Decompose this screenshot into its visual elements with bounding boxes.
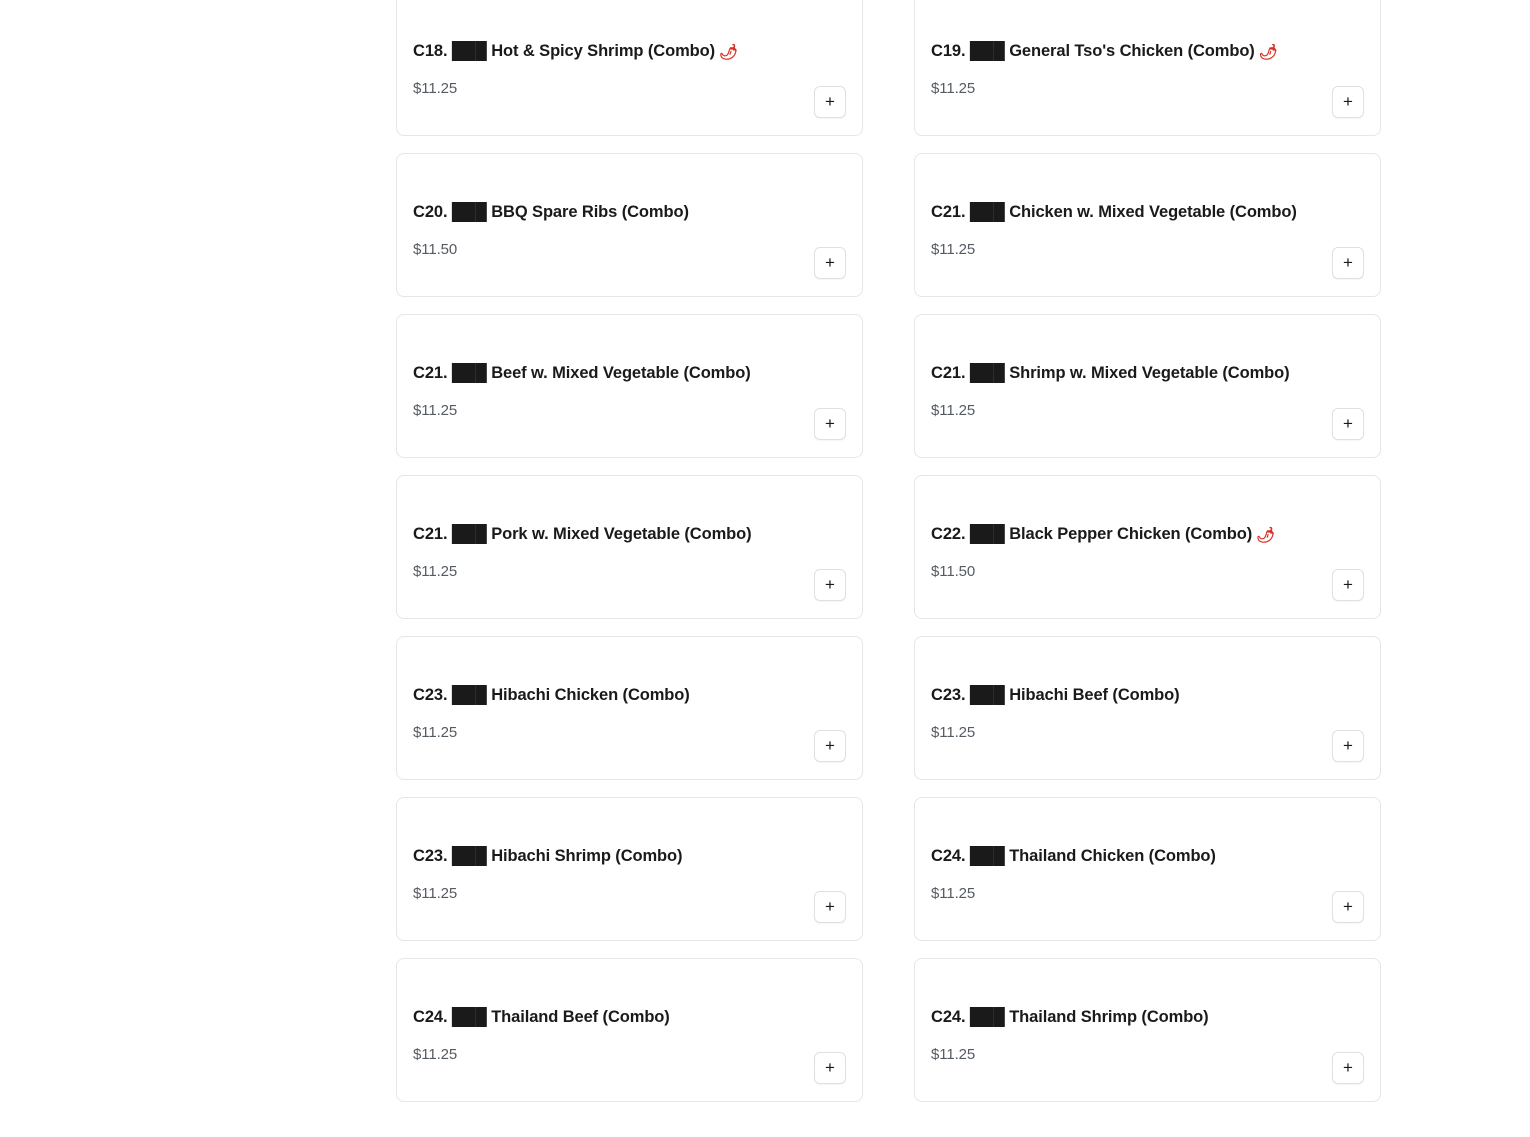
menu-item-price: $11.25 <box>413 563 458 581</box>
menu-item-name: C21. ███ Shrimp w. Mixed Vegetable (Combo) <box>931 364 1290 382</box>
add-item-button[interactable]: + <box>814 569 846 601</box>
add-item-button[interactable]: + <box>1332 1052 1364 1084</box>
menu-item-name: C21. ███ Beef w. Mixed Vegetable (Combo) <box>413 364 751 382</box>
spicy-pepper-icon: 🌶 <box>719 44 738 61</box>
menu-item-name: C24. ███ Thailand Chicken (Combo) <box>931 847 1216 865</box>
menu-item-name: C23. ███ Hibachi Beef (Combo) <box>931 686 1180 704</box>
menu-item-price: $11.25 <box>413 1046 458 1064</box>
menu-item-card[interactable] <box>914 636 1381 780</box>
add-item-button[interactable]: + <box>814 86 846 118</box>
add-item-button[interactable]: + <box>814 730 846 762</box>
add-item-button[interactable]: + <box>1332 569 1364 601</box>
menu-item-name: C21. ███ Pork w. Mixed Vegetable (Combo) <box>413 525 752 543</box>
add-item-button[interactable]: + <box>1332 891 1364 923</box>
menu-item-card[interactable] <box>396 958 863 1102</box>
add-item-button[interactable]: + <box>814 408 846 440</box>
menu-item-card[interactable] <box>914 0 1381 136</box>
menu-item-price: $11.25 <box>931 885 976 903</box>
menu-item-price: $11.25 <box>931 724 976 742</box>
menu-item-card[interactable] <box>914 153 1381 297</box>
menu-item-price: $11.25 <box>931 402 976 420</box>
menu-item-price: $11.25 <box>931 1046 976 1064</box>
menu-item-card[interactable] <box>914 314 1381 458</box>
menu-item-price: $11.25 <box>413 724 458 742</box>
menu-item-name: C21. ███ Chicken w. Mixed Vegetable (Combo) <box>931 203 1297 221</box>
add-item-button[interactable]: + <box>1332 86 1364 118</box>
menu-item-name: C18. ███ Hot & Spicy Shrimp (Combo) 🌶 <box>413 42 738 61</box>
add-item-button[interactable]: + <box>814 247 846 279</box>
add-item-button[interactable]: + <box>1332 730 1364 762</box>
menu-item-card[interactable] <box>396 314 863 458</box>
menu-item-name: C24. ███ Thailand Shrimp (Combo) <box>931 1008 1209 1026</box>
menu-item-name: C23. ███ Hibachi Chicken (Combo) <box>413 686 690 704</box>
add-item-button[interactable]: + <box>1332 247 1364 279</box>
menu-item-grid <box>396 0 1381 1102</box>
menu-item-name: C20. ███ BBQ Spare Ribs (Combo) <box>413 203 689 221</box>
menu-item-card[interactable] <box>396 475 863 619</box>
add-item-button[interactable]: + <box>814 1052 846 1084</box>
menu-item-name: C23. ███ Hibachi Shrimp (Combo) <box>413 847 683 865</box>
menu-item-name: C24. ███ Thailand Beef (Combo) <box>413 1008 670 1026</box>
menu-item-card[interactable] <box>396 636 863 780</box>
menu-item-price: $11.25 <box>931 241 976 259</box>
menu-item-card[interactable] <box>914 475 1381 619</box>
spicy-pepper-icon: 🌶 <box>1258 44 1278 61</box>
menu-item-price: $11.25 <box>413 402 458 420</box>
menu-item-name: C19. ███ General Tso's Chicken (Combo) 🌶 <box>931 42 1278 61</box>
menu-item-price: $11.25 <box>413 885 458 903</box>
menu-item-card[interactable] <box>396 0 863 136</box>
menu-item-card[interactable] <box>914 797 1381 941</box>
menu-item-card[interactable] <box>396 797 863 941</box>
add-item-button[interactable]: + <box>814 891 846 923</box>
menu-item-name: C22. ███ Black Pepper Chicken (Combo) 🌶 <box>931 525 1276 544</box>
add-item-button[interactable]: + <box>1332 408 1364 440</box>
menu-item-card[interactable] <box>396 153 863 297</box>
menu-item-price: $11.50 <box>931 563 976 581</box>
menu-item-card[interactable] <box>914 958 1381 1102</box>
spicy-pepper-icon: 🌶 <box>1256 527 1276 544</box>
menu-item-price: $11.25 <box>413 80 458 98</box>
menu-item-price: $11.25 <box>931 80 976 98</box>
menu-item-price: $11.50 <box>413 241 458 259</box>
